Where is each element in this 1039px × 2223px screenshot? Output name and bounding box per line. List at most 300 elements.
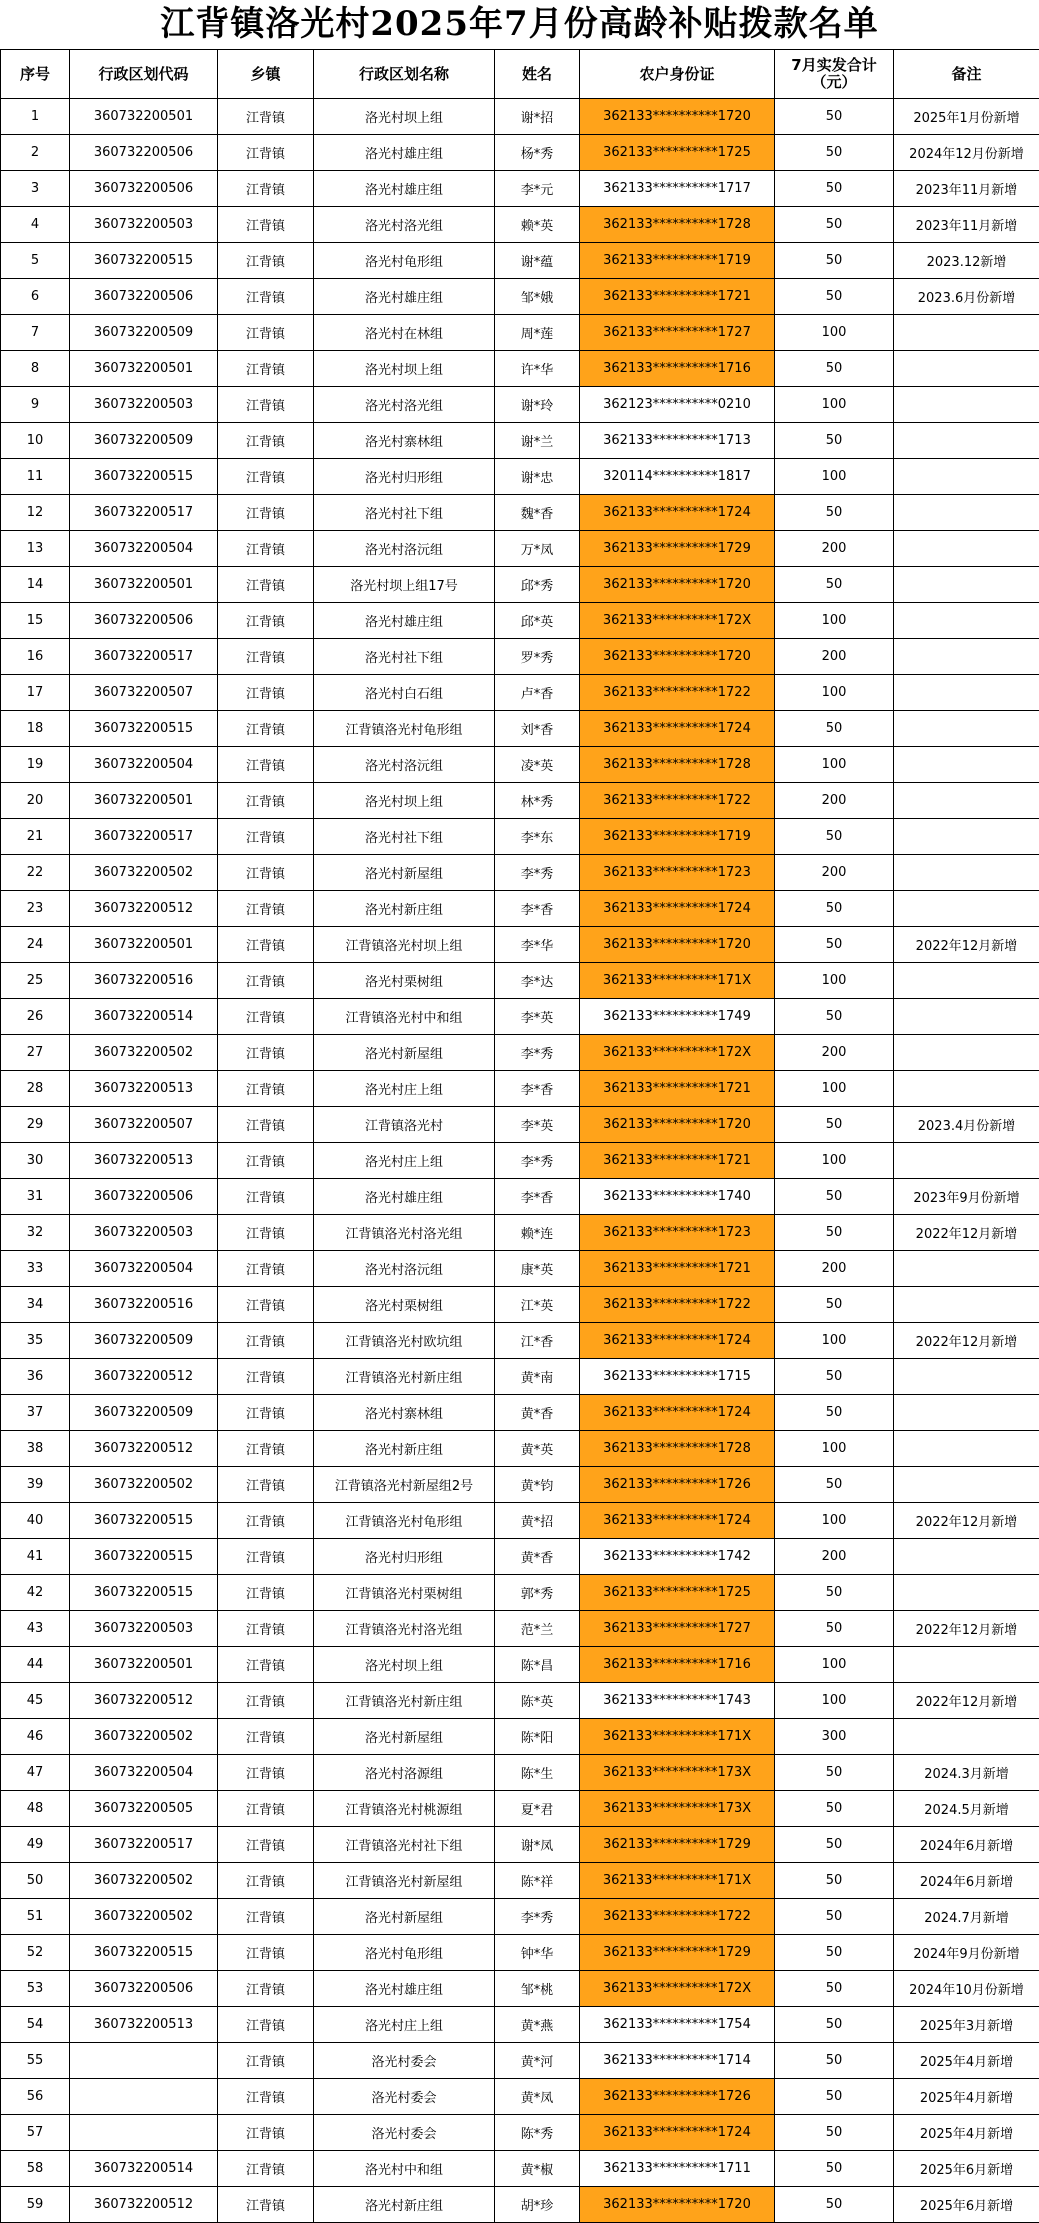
table-row [1, 2007, 1039, 2043]
cell-town: 江背镇 [218, 783, 314, 819]
cell-id-number: 362133**********1729 [580, 1827, 775, 1863]
cell-area-code [70, 2079, 218, 2115]
cell-amount: 50 [775, 2151, 894, 2187]
table-row [1, 315, 1039, 351]
cell-id-number: 362133**********1724 [580, 1323, 775, 1359]
cell-area-code: 360732200502 [70, 1863, 218, 1899]
cell-amount: 200 [775, 531, 894, 567]
cell-index: 5 [1, 243, 70, 279]
cell-id-number: 362133**********1723 [580, 1215, 775, 1251]
table-row [1, 207, 1039, 243]
cell-name: 黄*香 [495, 1395, 580, 1431]
cell-area-code: 360732200503 [70, 387, 218, 423]
cell-remarks: 2023.4月份新增 [894, 1107, 1039, 1143]
cell-index: 41 [1, 1539, 70, 1575]
cell-area-name: 江背镇洛光村坝上组 [314, 927, 495, 963]
cell-name: 赖*英 [495, 207, 580, 243]
table-row [1, 243, 1039, 279]
cell-id-number: 362133**********1719 [580, 819, 775, 855]
cell-town: 江背镇 [218, 171, 314, 207]
cell-index: 6 [1, 279, 70, 315]
cell-name: 李*英 [495, 999, 580, 1035]
cell-index: 1 [1, 99, 70, 135]
table-row [1, 1863, 1039, 1899]
cell-remarks [894, 1539, 1039, 1575]
cell-id-number: 362133**********1729 [580, 1935, 775, 1971]
cell-remarks [894, 747, 1039, 783]
cell-town: 江背镇 [218, 1647, 314, 1683]
cell-amount: 50 [775, 1395, 894, 1431]
table-row [1, 387, 1039, 423]
cell-area-code: 360732200506 [70, 603, 218, 639]
cell-index: 21 [1, 819, 70, 855]
table-row [1, 423, 1039, 459]
cell-town: 江背镇 [218, 1971, 314, 2007]
cell-remarks [894, 711, 1039, 747]
table-row [1, 1287, 1039, 1323]
cell-remarks [894, 531, 1039, 567]
cell-remarks: 2025年4月新增 [894, 2115, 1039, 2151]
cell-id-number: 362133**********1721 [580, 1251, 775, 1287]
cell-area-name: 江背镇洛光村 [314, 1107, 495, 1143]
cell-name: 胡*珍 [495, 2187, 580, 2223]
cell-area-name: 洛光村坝上组 [314, 99, 495, 135]
cell-amount: 50 [775, 1215, 894, 1251]
header-town: 乡镇 [218, 50, 314, 99]
cell-amount: 50 [775, 999, 894, 1035]
cell-amount: 50 [775, 567, 894, 603]
cell-amount: 50 [775, 243, 894, 279]
table-row [1, 1683, 1039, 1719]
cell-amount: 50 [775, 1467, 894, 1503]
cell-amount: 100 [775, 315, 894, 351]
cell-area-code: 360732200504 [70, 531, 218, 567]
cell-index: 55 [1, 2043, 70, 2079]
table-row [1, 279, 1039, 315]
cell-area-name: 洛光村坝上组 [314, 783, 495, 819]
cell-area-code: 360732200506 [70, 135, 218, 171]
cell-area-name: 洛光村栗树组 [314, 1287, 495, 1323]
cell-remarks [894, 423, 1039, 459]
cell-id-number: 362133**********1724 [580, 1395, 775, 1431]
cell-area-name: 洛光村坝上组17号 [314, 567, 495, 603]
table-row [1, 2043, 1039, 2079]
cell-amount: 100 [775, 1503, 894, 1539]
cell-remarks: 2025年3月新增 [894, 2007, 1039, 2043]
table-row [1, 711, 1039, 747]
cell-id-number: 362133**********173X [580, 1791, 775, 1827]
cell-amount: 50 [775, 1791, 894, 1827]
cell-area-name: 江背镇洛光村龟形组 [314, 711, 495, 747]
cell-amount: 200 [775, 639, 894, 675]
cell-remarks: 2022年12月新增 [894, 1683, 1039, 1719]
cell-amount: 200 [775, 1539, 894, 1575]
cell-area-code: 360732200501 [70, 927, 218, 963]
cell-id-number: 362133**********1713 [580, 423, 775, 459]
cell-area-code: 360732200507 [70, 1107, 218, 1143]
cell-area-name: 洛光村庄上组 [314, 1071, 495, 1107]
cell-town: 江背镇 [218, 2043, 314, 2079]
cell-amount: 50 [775, 2187, 894, 2223]
cell-id-number: 362133**********1728 [580, 207, 775, 243]
cell-name: 谢*玲 [495, 387, 580, 423]
cell-id-number: 362133**********1726 [580, 2079, 775, 2115]
cell-amount: 50 [775, 927, 894, 963]
cell-id-number: 362133**********1726 [580, 1467, 775, 1503]
cell-name: 李*华 [495, 927, 580, 963]
cell-id-number: 362133**********1720 [580, 99, 775, 135]
cell-area-code: 360732200515 [70, 459, 218, 495]
cell-index: 58 [1, 2151, 70, 2187]
cell-id-number: 362133**********1721 [580, 279, 775, 315]
cell-amount: 100 [775, 1647, 894, 1683]
cell-id-number: 362133**********1716 [580, 1647, 775, 1683]
cell-name: 杨*秀 [495, 135, 580, 171]
table-row [1, 2079, 1039, 2115]
cell-area-code: 360732200517 [70, 819, 218, 855]
cell-name: 邱*英 [495, 603, 580, 639]
cell-name: 黄*河 [495, 2043, 580, 2079]
cell-id-number: 362133**********172X [580, 1971, 775, 2007]
cell-area-name: 洛光村坝上组 [314, 1647, 495, 1683]
cell-amount: 100 [775, 387, 894, 423]
cell-id-number: 362133**********1724 [580, 891, 775, 927]
cell-index: 3 [1, 171, 70, 207]
cell-name: 邹*桃 [495, 1971, 580, 2007]
cell-index: 7 [1, 315, 70, 351]
cell-amount: 200 [775, 855, 894, 891]
cell-name: 谢*招 [495, 99, 580, 135]
table-row [1, 1179, 1039, 1215]
cell-remarks: 2023年11月新增 [894, 171, 1039, 207]
cell-area-code: 360732200506 [70, 279, 218, 315]
cell-id-number: 362133**********173X [580, 1755, 775, 1791]
cell-name: 陈*昌 [495, 1647, 580, 1683]
cell-remarks: 2022年12月新增 [894, 1323, 1039, 1359]
cell-area-code: 360732200515 [70, 711, 218, 747]
cell-town: 江背镇 [218, 1539, 314, 1575]
cell-town: 江背镇 [218, 1899, 314, 1935]
cell-index: 31 [1, 1179, 70, 1215]
cell-id-number: 362133**********1711 [580, 2151, 775, 2187]
cell-amount: 50 [775, 2007, 894, 2043]
cell-name: 李*秀 [495, 1035, 580, 1071]
cell-town: 江背镇 [218, 603, 314, 639]
cell-remarks [894, 1359, 1039, 1395]
table-row [1, 1503, 1039, 1539]
cell-area-name: 洛光村雄庄组 [314, 171, 495, 207]
cell-remarks [894, 387, 1039, 423]
cell-index: 18 [1, 711, 70, 747]
cell-name: 周*莲 [495, 315, 580, 351]
cell-town: 江背镇 [218, 1683, 314, 1719]
cell-name: 黄*招 [495, 1503, 580, 1539]
cell-area-name: 洛光村新庄组 [314, 891, 495, 927]
table-row [1, 567, 1039, 603]
table-row [1, 99, 1039, 135]
cell-index: 15 [1, 603, 70, 639]
cell-area-code: 360732200506 [70, 1179, 218, 1215]
cell-id-number: 362133**********1723 [580, 855, 775, 891]
table-row [1, 1467, 1039, 1503]
cell-area-code: 360732200512 [70, 1359, 218, 1395]
cell-name: 李*英 [495, 1107, 580, 1143]
page-title: 江背镇洛光村2025年7月份高龄补贴拨款名单 [0, 0, 1039, 49]
cell-id-number: 362133**********1722 [580, 675, 775, 711]
cell-area-code: 360732200505 [70, 1791, 218, 1827]
cell-area-name: 江背镇洛光村桃源组 [314, 1791, 495, 1827]
cell-area-name: 洛光村委会 [314, 2115, 495, 2151]
cell-name: 罗*秀 [495, 639, 580, 675]
cell-area-code: 360732200502 [70, 1467, 218, 1503]
cell-area-code: 360732200503 [70, 1215, 218, 1251]
cell-town: 江背镇 [218, 1251, 314, 1287]
table-row [1, 459, 1039, 495]
cell-remarks: 2024年6月新增 [894, 1827, 1039, 1863]
cell-name: 江*英 [495, 1287, 580, 1323]
cell-index: 38 [1, 1431, 70, 1467]
cell-town: 江背镇 [218, 1827, 314, 1863]
cell-area-name: 洛光村栗树组 [314, 963, 495, 999]
cell-index: 51 [1, 1899, 70, 1935]
cell-index: 36 [1, 1359, 70, 1395]
cell-remarks: 2024.3月新增 [894, 1755, 1039, 1791]
cell-id-number: 362133**********1722 [580, 1899, 775, 1935]
cell-area-name: 洛光村新屋组 [314, 855, 495, 891]
cell-name: 李*香 [495, 891, 580, 927]
table-row [1, 1395, 1039, 1431]
cell-name: 李*秀 [495, 1143, 580, 1179]
cell-index: 19 [1, 747, 70, 783]
table-row [1, 1611, 1039, 1647]
table-row [1, 783, 1039, 819]
cell-area-name: 江背镇洛光村欧坑组 [314, 1323, 495, 1359]
cell-index: 32 [1, 1215, 70, 1251]
cell-area-code: 360732200516 [70, 963, 218, 999]
cell-area-code: 360732200501 [70, 1647, 218, 1683]
cell-amount: 100 [775, 963, 894, 999]
cell-area-code: 360732200515 [70, 1575, 218, 1611]
cell-area-name: 洛光村洛光组 [314, 387, 495, 423]
cell-id-number: 362133**********1720 [580, 639, 775, 675]
cell-id-number: 362133**********1740 [580, 1179, 775, 1215]
cell-name: 谢*凤 [495, 1827, 580, 1863]
cell-index: 22 [1, 855, 70, 891]
cell-index: 44 [1, 1647, 70, 1683]
cell-amount: 100 [775, 747, 894, 783]
cell-index: 27 [1, 1035, 70, 1071]
cell-remarks [894, 675, 1039, 711]
cell-name: 李*东 [495, 819, 580, 855]
cell-town: 江背镇 [218, 1791, 314, 1827]
cell-area-name: 洛光村庄上组 [314, 1143, 495, 1179]
cell-remarks [894, 963, 1039, 999]
cell-name: 钟*华 [495, 1935, 580, 1971]
cell-remarks [894, 1719, 1039, 1755]
cell-name: 谢*忠 [495, 459, 580, 495]
cell-amount: 50 [775, 279, 894, 315]
cell-remarks [894, 351, 1039, 387]
cell-name: 刘*香 [495, 711, 580, 747]
cell-id-number: 362133**********1721 [580, 1143, 775, 1179]
cell-remarks: 2025年6月新增 [894, 2151, 1039, 2187]
table-row [1, 855, 1039, 891]
cell-id-number: 362133**********172X [580, 603, 775, 639]
table-row [1, 1935, 1039, 1971]
cell-id-number: 362133**********1724 [580, 495, 775, 531]
cell-id-number: 362133**********1729 [580, 531, 775, 567]
cell-remarks [894, 819, 1039, 855]
table-header-row [1, 50, 1039, 99]
cell-index: 35 [1, 1323, 70, 1359]
cell-area-name: 洛光村洛沅组 [314, 747, 495, 783]
cell-index: 14 [1, 567, 70, 603]
cell-town: 江背镇 [218, 999, 314, 1035]
cell-index: 45 [1, 1683, 70, 1719]
cell-id-number: 362133**********171X [580, 1719, 775, 1755]
header-id-number: 农户身份证 [580, 50, 775, 99]
cell-area-code: 360732200501 [70, 351, 218, 387]
cell-amount: 50 [775, 1287, 894, 1323]
cell-remarks: 2024年9月份新增 [894, 1935, 1039, 1971]
cell-town: 江背镇 [218, 1215, 314, 1251]
cell-area-name: 洛光村归形组 [314, 1539, 495, 1575]
cell-remarks: 2022年12月新增 [894, 1215, 1039, 1251]
cell-remarks: 2023.6月份新增 [894, 279, 1039, 315]
cell-area-name: 洛光村洛沅组 [314, 531, 495, 567]
cell-town: 江背镇 [218, 1035, 314, 1071]
cell-area-name: 洛光村龟形组 [314, 1935, 495, 1971]
cell-area-code: 360732200517 [70, 639, 218, 675]
table-row [1, 1647, 1039, 1683]
header-area-code: 行政区划代码 [70, 50, 218, 99]
cell-index: 13 [1, 531, 70, 567]
cell-remarks: 2025年4月新增 [894, 2079, 1039, 2115]
cell-id-number: 362133**********1728 [580, 747, 775, 783]
cell-index: 9 [1, 387, 70, 423]
table-row [1, 531, 1039, 567]
cell-remarks: 2025年6月新增 [894, 2187, 1039, 2223]
cell-amount: 50 [775, 423, 894, 459]
table-body [1, 99, 1039, 2223]
cell-amount: 50 [775, 891, 894, 927]
cell-index: 50 [1, 1863, 70, 1899]
cell-id-number: 362133**********1715 [580, 1359, 775, 1395]
cell-amount: 50 [775, 1899, 894, 1935]
cell-index: 43 [1, 1611, 70, 1647]
cell-name: 凌*英 [495, 747, 580, 783]
table-row [1, 1791, 1039, 1827]
cell-name: 夏*君 [495, 1791, 580, 1827]
table-row [1, 1431, 1039, 1467]
cell-amount: 100 [775, 675, 894, 711]
cell-town: 江背镇 [218, 531, 314, 567]
cell-id-number: 362133**********1722 [580, 1287, 775, 1323]
cell-amount: 100 [775, 1431, 894, 1467]
cell-id-number: 362133**********172X [580, 1035, 775, 1071]
table-row [1, 891, 1039, 927]
cell-remarks [894, 855, 1039, 891]
cell-index: 16 [1, 639, 70, 675]
cell-town: 江背镇 [218, 1575, 314, 1611]
cell-name: 魏*香 [495, 495, 580, 531]
cell-remarks: 2022年12月新增 [894, 1611, 1039, 1647]
cell-town: 江背镇 [218, 2187, 314, 2223]
cell-id-number: 362133**********1720 [580, 567, 775, 603]
cell-amount: 50 [775, 351, 894, 387]
cell-id-number: 362133**********1720 [580, 2187, 775, 2223]
cell-remarks [894, 1575, 1039, 1611]
table-row [1, 1323, 1039, 1359]
cell-area-name: 洛光村社下组 [314, 495, 495, 531]
cell-town: 江背镇 [218, 1755, 314, 1791]
cell-area-code: 360732200512 [70, 2187, 218, 2223]
cell-area-name: 洛光村洛光组 [314, 207, 495, 243]
cell-area-code: 360732200501 [70, 567, 218, 603]
cell-remarks [894, 1395, 1039, 1431]
cell-amount: 100 [775, 603, 894, 639]
cell-area-name: 洛光村洛沅组 [314, 1251, 495, 1287]
cell-area-code: 360732200517 [70, 495, 218, 531]
cell-area-name: 洛光村雄庄组 [314, 279, 495, 315]
table-row [1, 1971, 1039, 2007]
cell-remarks [894, 1143, 1039, 1179]
cell-town: 江背镇 [218, 207, 314, 243]
cell-amount: 100 [775, 1323, 894, 1359]
cell-id-number: 362133**********1725 [580, 135, 775, 171]
table-row [1, 135, 1039, 171]
cell-id-number: 362133**********1754 [580, 2007, 775, 2043]
cell-name: 黄*燕 [495, 2007, 580, 2043]
cell-remarks: 2024年12月份新增 [894, 135, 1039, 171]
cell-name: 陈*生 [495, 1755, 580, 1791]
cell-town: 江背镇 [218, 315, 314, 351]
cell-id-number: 362133**********1724 [580, 711, 775, 747]
cell-name: 李*香 [495, 1179, 580, 1215]
cell-area-code: 360732200513 [70, 2007, 218, 2043]
cell-area-code: 360732200512 [70, 1431, 218, 1467]
cell-area-name: 洛光村新屋组 [314, 1035, 495, 1071]
table-row [1, 999, 1039, 1035]
cell-id-number: 362133**********1727 [580, 315, 775, 351]
cell-town: 江背镇 [218, 135, 314, 171]
cell-amount: 50 [775, 2043, 894, 2079]
cell-area-code [70, 2115, 218, 2151]
cell-town: 江背镇 [218, 711, 314, 747]
table-row [1, 1071, 1039, 1107]
cell-index: 26 [1, 999, 70, 1035]
cell-name: 赖*连 [495, 1215, 580, 1251]
cell-area-code: 360732200504 [70, 747, 218, 783]
cell-area-name: 洛光村社下组 [314, 819, 495, 855]
cell-remarks [894, 1287, 1039, 1323]
table-row [1, 1827, 1039, 1863]
cell-index: 46 [1, 1719, 70, 1755]
cell-name: 陈*秀 [495, 2115, 580, 2151]
cell-town: 江背镇 [218, 1935, 314, 1971]
cell-town: 江背镇 [218, 243, 314, 279]
cell-name: 许*华 [495, 351, 580, 387]
cell-name: 谢*兰 [495, 423, 580, 459]
cell-area-code: 360732200501 [70, 99, 218, 135]
cell-name: 黄*椒 [495, 2151, 580, 2187]
cell-remarks [894, 1035, 1039, 1071]
cell-town: 江背镇 [218, 279, 314, 315]
table-row [1, 1359, 1039, 1395]
cell-name: 李*秀 [495, 1899, 580, 1935]
cell-index: 42 [1, 1575, 70, 1611]
table-row [1, 1251, 1039, 1287]
